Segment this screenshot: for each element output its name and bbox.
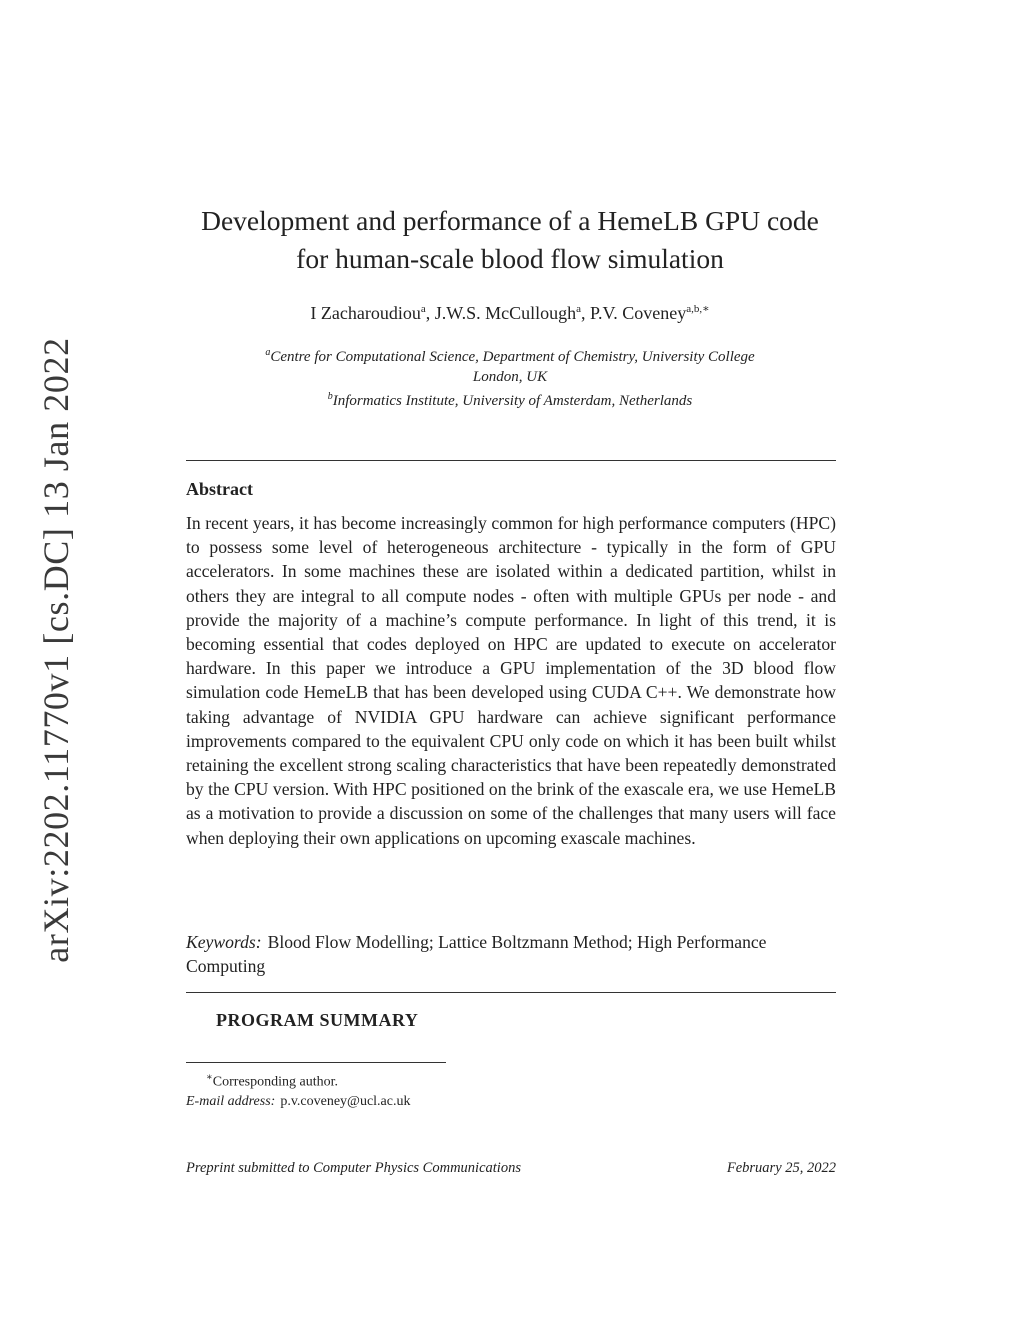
footnote-mark: ∗ <box>206 1072 213 1083</box>
abstract-bottom-rule <box>186 992 836 993</box>
affiliation-a-line-1 <box>150 343 870 367</box>
author-affiliation-mark: a <box>420 303 426 315</box>
keywords <box>186 930 836 978</box>
author-name: J.W.S. McCullough <box>434 303 577 323</box>
abstract-text: In recent years, it has become increasingly common for high performance computers (HPC) to possess some level of heterogeneous architecture - typically in the form of GPU accelerators. In some machines these are isolated within a dedicated partition, whilst in others they are integral to all compute nodes - often with multiple GPUs per node - and provide the majority of a machine’s compute performance. In light of this trend, it is becoming essential that codes deployed on HPC are updated to execute on accelerator hardware. In this paper we introduce a GPU implementation of the 3D blood flow simulation code HemeLB that has been developed using CUDA C++. We demonstrate how taking advantage of NVIDIA GPU hardware can achieve significant performance improvements compared to the equivalent CPU only code on which it has been built whilst retaining the excellent strong scaling characteristics that have been repeatedly demonstrated by the CPU version. With HPC positioned on the brink of the exascale era, we use HemeLB as a motivation to provide a discussion on some of the challenges that many users will face when deploying their own applications on upcoming exascale machines. <box>186 513 836 848</box>
footer-date: February 25, 2022 <box>726 1160 836 1176</box>
keywords-label: Keywords: <box>186 932 262 952</box>
paper-title <box>150 202 870 278</box>
author-affiliation-mark: a <box>576 303 582 315</box>
corresponding-author-note <box>186 1068 586 1092</box>
keywords-text: Blood Flow Modelling; Lattice Boltzmann Method; High Performance Computing <box>186 932 767 977</box>
affiliation-b-line <box>150 387 870 411</box>
affiliation-a-line-2: London, UK <box>472 369 548 385</box>
author-separator: , <box>581 303 591 323</box>
page-footer <box>186 1160 836 1177</box>
author-name: P.V. Coveney <box>590 303 687 323</box>
preprint-note: Preprint submitted to Computer Physics Communications <box>186 1160 521 1176</box>
title-line-1: Development and performance of a HemeLB GPU code <box>201 205 819 236</box>
footnote-rule <box>186 1062 446 1063</box>
email-address: p.v.coveney@ucl.ac.uk <box>280 1093 411 1109</box>
corresponding-author-text: Corresponding author. <box>212 1074 339 1090</box>
email-label: E-mail address: <box>186 1093 276 1109</box>
footnote <box>186 1068 586 1111</box>
arxiv-identifier: arXiv:2202.11770v1 [cs.DC] 13 Jan 2022 <box>36 337 76 963</box>
author-separator: , <box>425 303 435 323</box>
author-list <box>150 302 870 324</box>
abstract-top-rule <box>186 460 836 461</box>
author-name: I Zacharoudiou <box>310 303 421 323</box>
affiliation-b-mark: b <box>327 391 333 402</box>
title-line-2: for human-scale blood flow simulation <box>296 243 724 274</box>
abstract-heading: Abstract <box>186 479 253 499</box>
program-summary-heading: PROGRAM SUMMARY <box>216 1010 419 1030</box>
email-note <box>186 1092 586 1111</box>
affiliation-a-text: Centre for Computational Science, Department of Chemistry, University College <box>270 349 755 365</box>
affiliation-b-text: Informatics Institute, University of Amsterdam, Netherlands <box>332 393 693 409</box>
affiliations <box>150 343 870 411</box>
author-affiliation-mark: a,b,∗ <box>686 303 710 315</box>
affiliation-a-mark: a <box>265 347 271 358</box>
